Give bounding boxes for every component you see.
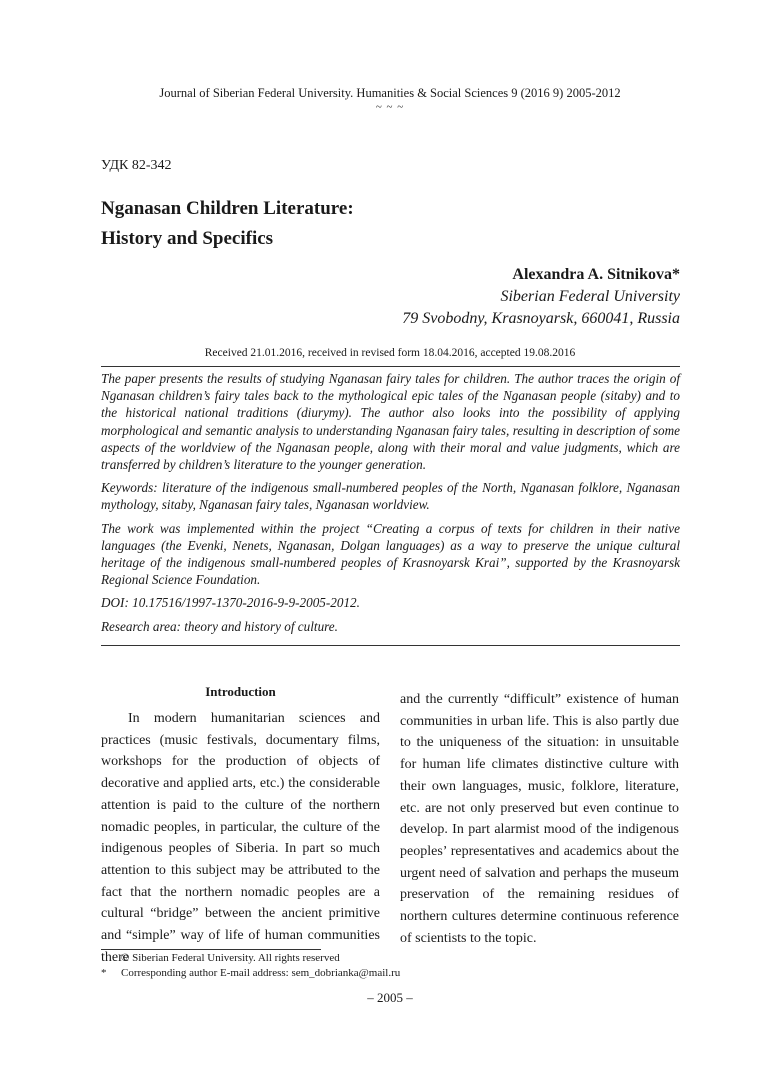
research-area: Research area: theory and history of culture.: [101, 618, 338, 634]
header-ornament: ~ ~ ~: [375, 101, 405, 113]
divider-bottom: [101, 645, 680, 646]
body-column-left: [101, 682, 380, 968]
footnote-mark: *: [101, 967, 107, 979]
title-line-2: History and Specifics: [101, 228, 274, 249]
paper-title: [101, 194, 354, 254]
author-block: [402, 264, 680, 330]
funding-note: The work was implemented within the project “Creating a corpus of texts for children in their native languages (the Evenki, Nenets, Nganasan, Dolgan languages) as a way to preserve the unique cultural heritage of the indigenous small-numbered peoples of Krasnoyarsk Krai”, supported by the Krasnoyarsk Regional Science Foundation.: [101, 520, 680, 588]
author-affiliation: Siberian Federal University: [500, 288, 680, 305]
corresponding-footnote: [101, 966, 400, 981]
body-paragraph: In modern humanitarian sciences and practices (music festivals, documentary films, workshops for the production of objects of decorative and applied arts, etc.) the considerable attention is paid to the culture of the northern nomadic peoples, in particular, the culture of the indigenous peoples of Siberia. In part so much attention to this subject may be attributed to the fact that the northern nomadic peoples are a cultural “bridge” between the ancient primitive and “simple” way of life of human communities there: [101, 711, 380, 965]
footnotes: [101, 951, 400, 981]
udk-code: УДК 82-342: [101, 158, 172, 173]
copyright-footnote: [101, 951, 400, 966]
abstract-block: [101, 370, 680, 641]
page-number: – 2005 –: [367, 990, 413, 1005]
abstract-text: The paper presents the results of studying Nganasan fairy tales for children. The author traces the origin of Nganasan children’s fairy tales back to the mythological epic tales of the Nganasan people (sitaby) and to the historical national traditions (diurymy). The author also looks into the possibility of applying morphological and semantic analysis to understanding Nganasan fairy tales, resulting in description of some aspects of the worldview of the Nganasan people, along with their moral and value judgments, which are transferred by children’s literature to the younger generation.: [101, 371, 680, 473]
author-address: 79 Svobodny, Krasnoyarsk, 660041, Russia: [402, 310, 680, 327]
received-dates: Received 21.01.2016, received in revised form 18.04.2016, accepted 19.08.2016: [204, 347, 576, 359]
body-paragraph-continued: and the currently “difficult” existence of human communities in urban life. This is also partly due to the uniqueness of the situation: in unsuitable for human life climates distinctive culture with their own languages, music, folklore, literature, etc. are not only preserved but even continue to develop. In part alarmist mood of the indigenous peoples’ representatives and academics about the urgent need of salvation and perhaps the museum preservation of the remaining residues of northern cultures determine continuous reference of scientists to the topic.: [400, 692, 679, 946]
title-line-1: Nganasan Children Literature:: [101, 198, 354, 219]
copyright-text: © Siberian Federal University. All rights reserved: [121, 952, 340, 964]
footnote-divider: [101, 949, 321, 950]
divider-top: [101, 366, 680, 367]
author-name: Alexandra A. Sitnikova*: [512, 266, 680, 283]
corresponding-text: Corresponding author E-mail address: sem_dobrianka@mail.ru: [121, 967, 401, 979]
doi: DOI: 10.17516/1997-1370-2016-9-9-2005-2012.: [101, 595, 360, 611]
body-column-right: [400, 689, 679, 949]
journal-header: Journal of Siberian Federal University. Humanities & Social Sciences 9 (2016 9) 2005-2012: [159, 86, 621, 100]
introduction-heading: Introduction: [205, 684, 276, 699]
keywords: Keywords: literature of the indigenous small-numbered peoples of the North, Nganasan folklore, Nganasan mythology, sitaby, Nganasan fairy tales, Nganasan worldview.: [101, 480, 680, 513]
